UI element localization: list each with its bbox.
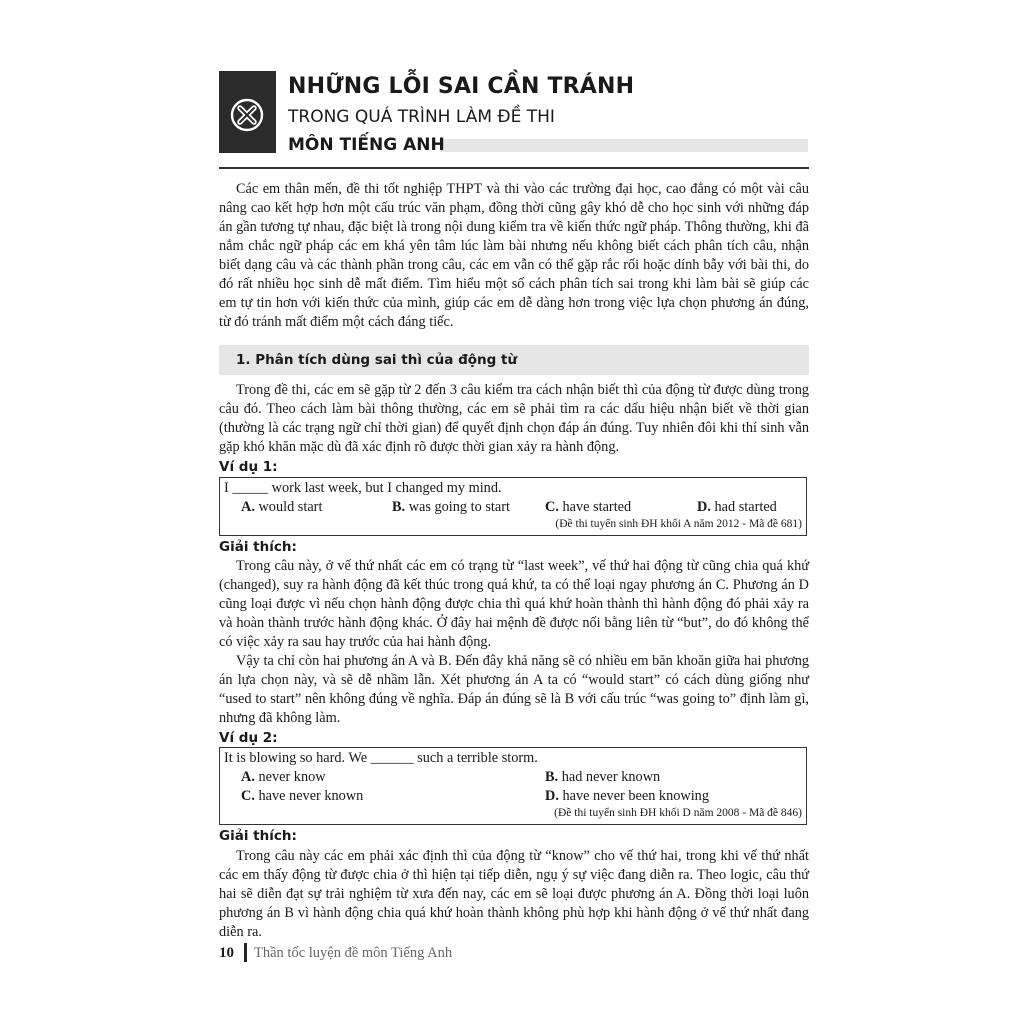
chapter-subject: MÔN TIẾNG ANH <box>288 135 445 155</box>
example-2-option-d: D. have never been knowing <box>545 788 709 804</box>
example-2-option-a: A. never know <box>241 769 326 785</box>
example-1-option-c: C. have started <box>545 499 632 515</box>
x-circle-icon <box>229 97 265 133</box>
chapter-subtitle: TRONG QUÁ TRÌNH LÀM ĐỀ THI <box>288 107 555 127</box>
example-1-explain-label: Giải thích: <box>219 539 297 555</box>
example-1-explain-p2: Vậy ta chỉ còn hai phương án A và B. Đến đây khả năng sẽ có nhiều em băn khoăn giữa hai phương án lựa chọn này, và sẽ dễ nhầm lẫn. Xét phương án A ta có “would start” có cách dùng giống như “used to start” nên không đúng về nghĩa. Đáp án đúng sẽ là B với cấu trúc “was going to” định làm gì, nhưng đã không làm. <box>219 653 809 726</box>
example-1-option-d: D. had started <box>697 499 777 515</box>
example-2-box <box>219 747 807 825</box>
footer-divider <box>244 943 247 962</box>
example-2-source: (Đề thi tuyển sinh ĐH khối D năm 2008 - Mã đề 846) <box>554 807 802 819</box>
header-divider <box>219 167 809 169</box>
example-2-option-c: C. have never known <box>241 788 364 804</box>
example-2-explain-p1: Trong câu này các em phải xác định thì của động từ “know” cho vế thứ hai, trong khi vế thứ nhất các em thấy động từ được chia ở thì hiện tại tiếp diễn, ngụ ý sự việc đang diễn ra. Theo logic, câu thứ hai sẽ diễn đạt sự trải nghiệm từ xưa đến nay, các em sẽ loại được phương án A. Đồng thời loại luôn phương án B vì hành động chia quá khứ hoàn thành không phù hợp khi hành động ở vế thứ nhất đang diễn ra. <box>219 848 809 940</box>
example-1-label: Ví dụ 1: <box>219 459 278 475</box>
example-1-option-b: B. was going to start <box>392 499 510 515</box>
example-2-option-b: B. had never known <box>545 769 661 785</box>
example-1-explain-p1: Trong câu này, ở vế thứ nhất các em có trạng từ “last week”, vế thứ hai động từ cũng chia quá khứ (changed), suy ra hành động đã kết thúc trong quá khứ, ta có thể loại ngay phương án C. Phương án D cũng loại được vì nếu chọn hành động được chia thì quá khứ hoàn thành thì hành động đó phải xảy ra và hoàn thành trước hành động khác. Ở đây hai mệnh đề được nối bằng liên từ “but”, do đó không thể có việc xảy ra sau hay trước của hai hành động. <box>219 558 809 650</box>
example-2-label: Ví dụ 2: <box>219 730 278 746</box>
example-2-explain-label: Giải thích: <box>219 828 297 844</box>
example-1-box <box>219 477 807 536</box>
section-intro-paragraph: Trong đề thi, các em sẽ gặp từ 2 đến 3 câu kiểm tra cách nhận biết thì của động từ được dùng trong câu đó. Theo cách làm bài thông thường, các em sẽ phải tìm ra các dấu hiệu nhận biết về thời gian (thường là các trạng ngữ chỉ thời gian) để quyết định chọn đáp án đúng. Tuy nhiên đôi khi thí sinh vẫn gặp khó khăn mặc dù đã xác định rõ được thời gian xảy ra hành động. <box>219 382 809 455</box>
example-1-question: I _____ work last week, but I changed my mind. <box>224 480 502 496</box>
example-2-question: It is blowing so hard. We ______ such a terrible storm. <box>224 750 538 766</box>
section-heading: 1. Phân tích dùng sai thì của động từ <box>236 352 518 368</box>
book-title: Thần tốc luyện đề môn Tiếng Anh <box>254 945 453 961</box>
header-shade-bar <box>440 139 808 152</box>
intro-paragraph: Các em thân mến, đề thi tốt nghiệp THPT và thi vào các trường đại học, cao đẳng có một vài câu nâng cao kết hợp hơn một cấu trúc văn phạm, đồng thời cũng gây khó dễ cho học sinh với những đáp án gần tương tự nhau, đặc biệt là trong nội dung kiểm tra về kiến thức ngữ pháp. Thông thường, khi đã nắm chắc ngữ pháp các em khá yên tâm lúc làm bài nhưng nếu không biết cách phân tích câu, nhận biết dạng câu và các thành phần trong câu, các em vẫn có thể gặp rắc rối hoặc dính bẫy với bài thi, do đó rất nhiều học sinh dễ mất điểm. Tìm hiểu một số cách phân tích sai trong khi làm bài sẽ giúp các em tự tin hơn với kiến thức của mình, giúp các em dễ dàng hơn trong việc lựa chọn phương án đúng, từ đó tránh mất điểm một cách đáng tiếc. <box>219 181 809 330</box>
example-1-source: (Đề thi tuyển sinh ĐH khối A năm 2012 - Mã đề 681) <box>555 518 802 530</box>
chapter-title: NHỮNG LỖI SAI CẦN TRÁNH <box>288 74 635 99</box>
example-1-option-a: A. would start <box>241 499 323 515</box>
page-number: 10 <box>219 945 234 961</box>
